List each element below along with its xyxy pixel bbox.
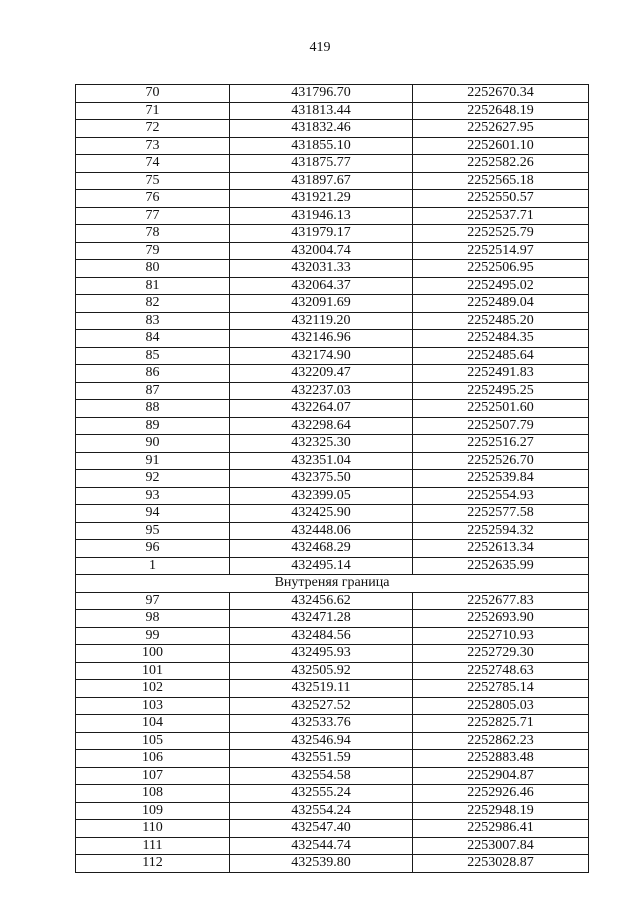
table-row bbox=[76, 750, 589, 768]
table-row bbox=[76, 85, 589, 103]
y-coordinate-cell: 2253028.87 bbox=[413, 855, 589, 873]
table-row bbox=[76, 417, 589, 435]
x-coordinate-cell: 431921.29 bbox=[230, 190, 413, 208]
y-coordinate-cell: 2252554.93 bbox=[413, 487, 589, 505]
table-row bbox=[76, 645, 589, 663]
coordinates-table bbox=[75, 84, 589, 873]
point-number-cell: 83 bbox=[76, 312, 230, 330]
x-coordinate-cell: 432554.24 bbox=[230, 802, 413, 820]
table-row bbox=[76, 697, 589, 715]
x-coordinate-cell: 432351.04 bbox=[230, 452, 413, 470]
y-coordinate-cell: 2252577.58 bbox=[413, 505, 589, 523]
point-number-cell: 76 bbox=[76, 190, 230, 208]
table-row bbox=[76, 120, 589, 138]
point-number-cell: 88 bbox=[76, 400, 230, 418]
point-number-cell: 86 bbox=[76, 365, 230, 383]
x-coordinate-cell: 432505.92 bbox=[230, 662, 413, 680]
point-number-cell: 84 bbox=[76, 330, 230, 348]
table-row bbox=[76, 312, 589, 330]
x-coordinate-cell: 432264.07 bbox=[230, 400, 413, 418]
y-coordinate-cell: 2252677.83 bbox=[413, 592, 589, 610]
table-row bbox=[76, 732, 589, 750]
x-coordinate-cell: 431855.10 bbox=[230, 137, 413, 155]
x-coordinate-cell: 432555.24 bbox=[230, 785, 413, 803]
point-number-cell: 94 bbox=[76, 505, 230, 523]
table-row bbox=[76, 277, 589, 295]
table-row bbox=[76, 260, 589, 278]
x-coordinate-cell: 432471.28 bbox=[230, 610, 413, 628]
table-row bbox=[76, 365, 589, 383]
x-coordinate-cell: 432551.59 bbox=[230, 750, 413, 768]
y-coordinate-cell: 2252539.84 bbox=[413, 470, 589, 488]
point-number-cell: 101 bbox=[76, 662, 230, 680]
x-coordinate-cell: 432544.74 bbox=[230, 837, 413, 855]
table-row bbox=[76, 207, 589, 225]
y-coordinate-cell: 2252495.02 bbox=[413, 277, 589, 295]
point-number-cell: 96 bbox=[76, 540, 230, 558]
y-coordinate-cell: 2252883.48 bbox=[413, 750, 589, 768]
x-coordinate-cell: 432425.90 bbox=[230, 505, 413, 523]
point-number-cell: 91 bbox=[76, 452, 230, 470]
y-coordinate-cell: 2252514.97 bbox=[413, 242, 589, 260]
y-coordinate-cell: 2252525.79 bbox=[413, 225, 589, 243]
y-coordinate-cell: 2252635.99 bbox=[413, 557, 589, 575]
table-row bbox=[76, 802, 589, 820]
table-row bbox=[76, 295, 589, 313]
y-coordinate-cell: 2252526.70 bbox=[413, 452, 589, 470]
x-coordinate-cell: 431979.17 bbox=[230, 225, 413, 243]
table-row bbox=[76, 347, 589, 365]
x-coordinate-cell: 432399.05 bbox=[230, 487, 413, 505]
table-row bbox=[76, 225, 589, 243]
x-coordinate-cell: 432031.33 bbox=[230, 260, 413, 278]
table-row bbox=[76, 820, 589, 838]
y-coordinate-cell: 2252516.27 bbox=[413, 435, 589, 453]
x-coordinate-cell: 432495.93 bbox=[230, 645, 413, 663]
point-number-cell: 92 bbox=[76, 470, 230, 488]
x-coordinate-cell: 431875.77 bbox=[230, 155, 413, 173]
x-coordinate-cell: 431897.67 bbox=[230, 172, 413, 190]
point-number-cell: 93 bbox=[76, 487, 230, 505]
table-row bbox=[76, 837, 589, 855]
x-coordinate-cell: 432527.52 bbox=[230, 697, 413, 715]
point-number-cell: 112 bbox=[76, 855, 230, 873]
x-coordinate-cell: 432209.47 bbox=[230, 365, 413, 383]
point-number-cell: 109 bbox=[76, 802, 230, 820]
x-coordinate-cell: 431796.70 bbox=[230, 85, 413, 103]
x-coordinate-cell: 432146.96 bbox=[230, 330, 413, 348]
x-coordinate-cell: 432119.20 bbox=[230, 312, 413, 330]
section-header-row bbox=[76, 575, 589, 593]
y-coordinate-cell: 2252582.26 bbox=[413, 155, 589, 173]
table-row bbox=[76, 680, 589, 698]
y-coordinate-cell: 2252594.32 bbox=[413, 522, 589, 540]
point-number-cell: 80 bbox=[76, 260, 230, 278]
point-number-cell: 87 bbox=[76, 382, 230, 400]
point-number-cell: 81 bbox=[76, 277, 230, 295]
y-coordinate-cell: 2252491.83 bbox=[413, 365, 589, 383]
x-coordinate-cell: 432554.58 bbox=[230, 767, 413, 785]
point-number-cell: 108 bbox=[76, 785, 230, 803]
x-coordinate-cell: 432495.14 bbox=[230, 557, 413, 575]
table-row bbox=[76, 540, 589, 558]
y-coordinate-cell: 2252710.93 bbox=[413, 627, 589, 645]
table-row bbox=[76, 470, 589, 488]
x-coordinate-cell: 432547.40 bbox=[230, 820, 413, 838]
point-number-cell: 85 bbox=[76, 347, 230, 365]
table-row bbox=[76, 557, 589, 575]
table-row bbox=[76, 715, 589, 733]
table-row bbox=[76, 190, 589, 208]
y-coordinate-cell: 2252729.30 bbox=[413, 645, 589, 663]
point-number-cell: 106 bbox=[76, 750, 230, 768]
y-coordinate-cell: 2252693.90 bbox=[413, 610, 589, 628]
page-number: 419 bbox=[309, 40, 331, 55]
point-number-cell: 95 bbox=[76, 522, 230, 540]
y-coordinate-cell: 2252986.41 bbox=[413, 820, 589, 838]
point-number-cell: 89 bbox=[76, 417, 230, 435]
y-coordinate-cell: 2252484.35 bbox=[413, 330, 589, 348]
y-coordinate-cell: 2252948.19 bbox=[413, 802, 589, 820]
point-number-cell: 1 bbox=[76, 557, 230, 575]
point-number-cell: 97 bbox=[76, 592, 230, 610]
point-number-cell: 102 bbox=[76, 680, 230, 698]
x-coordinate-cell: 432375.50 bbox=[230, 470, 413, 488]
y-coordinate-cell: 2252670.34 bbox=[413, 85, 589, 103]
y-coordinate-cell: 2252904.87 bbox=[413, 767, 589, 785]
y-coordinate-cell: 2252601.10 bbox=[413, 137, 589, 155]
table-row bbox=[76, 382, 589, 400]
x-coordinate-cell: 432325.30 bbox=[230, 435, 413, 453]
table-row bbox=[76, 102, 589, 120]
table-row bbox=[76, 155, 589, 173]
x-coordinate-cell: 432064.37 bbox=[230, 277, 413, 295]
x-coordinate-cell: 432174.90 bbox=[230, 347, 413, 365]
y-coordinate-cell: 2252627.95 bbox=[413, 120, 589, 138]
y-coordinate-cell: 2253007.84 bbox=[413, 837, 589, 855]
point-number-cell: 75 bbox=[76, 172, 230, 190]
table-row bbox=[76, 505, 589, 523]
x-coordinate-cell: 432091.69 bbox=[230, 295, 413, 313]
point-number-cell: 99 bbox=[76, 627, 230, 645]
y-coordinate-cell: 2252495.25 bbox=[413, 382, 589, 400]
point-number-cell: 73 bbox=[76, 137, 230, 155]
point-number-cell: 107 bbox=[76, 767, 230, 785]
table-row bbox=[76, 627, 589, 645]
point-number-cell: 82 bbox=[76, 295, 230, 313]
y-coordinate-cell: 2252489.04 bbox=[413, 295, 589, 313]
x-coordinate-cell: 432484.56 bbox=[230, 627, 413, 645]
y-coordinate-cell: 2252485.20 bbox=[413, 312, 589, 330]
point-number-cell: 103 bbox=[76, 697, 230, 715]
point-number-cell: 104 bbox=[76, 715, 230, 733]
point-number-cell: 111 bbox=[76, 837, 230, 855]
x-coordinate-cell: 432004.74 bbox=[230, 242, 413, 260]
x-coordinate-cell: 431813.44 bbox=[230, 102, 413, 120]
y-coordinate-cell: 2252825.71 bbox=[413, 715, 589, 733]
y-coordinate-cell: 2252507.79 bbox=[413, 417, 589, 435]
table-row bbox=[76, 662, 589, 680]
table-row bbox=[76, 785, 589, 803]
table-row bbox=[76, 452, 589, 470]
point-number-cell: 72 bbox=[76, 120, 230, 138]
section-header: Внутреняя граница bbox=[76, 575, 589, 593]
y-coordinate-cell: 2252537.71 bbox=[413, 207, 589, 225]
point-number-cell: 90 bbox=[76, 435, 230, 453]
y-coordinate-cell: 2252550.57 bbox=[413, 190, 589, 208]
y-coordinate-cell: 2252926.46 bbox=[413, 785, 589, 803]
point-number-cell: 100 bbox=[76, 645, 230, 663]
table-row bbox=[76, 767, 589, 785]
x-coordinate-cell: 431832.46 bbox=[230, 120, 413, 138]
y-coordinate-cell: 2252648.19 bbox=[413, 102, 589, 120]
x-coordinate-cell: 432237.03 bbox=[230, 382, 413, 400]
x-coordinate-cell: 432468.29 bbox=[230, 540, 413, 558]
table-row bbox=[76, 435, 589, 453]
x-coordinate-cell: 432519.11 bbox=[230, 680, 413, 698]
point-number-cell: 79 bbox=[76, 242, 230, 260]
x-coordinate-cell: 432539.80 bbox=[230, 855, 413, 873]
y-coordinate-cell: 2252613.34 bbox=[413, 540, 589, 558]
y-coordinate-cell: 2252485.64 bbox=[413, 347, 589, 365]
x-coordinate-cell: 432533.76 bbox=[230, 715, 413, 733]
table-row bbox=[76, 137, 589, 155]
point-number-cell: 70 bbox=[76, 85, 230, 103]
table-row bbox=[76, 522, 589, 540]
point-number-cell: 74 bbox=[76, 155, 230, 173]
point-number-cell: 105 bbox=[76, 732, 230, 750]
x-coordinate-cell: 431946.13 bbox=[230, 207, 413, 225]
point-number-cell: 78 bbox=[76, 225, 230, 243]
y-coordinate-cell: 2252805.03 bbox=[413, 697, 589, 715]
x-coordinate-cell: 432298.64 bbox=[230, 417, 413, 435]
table-row bbox=[76, 592, 589, 610]
point-number-cell: 77 bbox=[76, 207, 230, 225]
x-coordinate-cell: 432546.94 bbox=[230, 732, 413, 750]
point-number-cell: 110 bbox=[76, 820, 230, 838]
table-row bbox=[76, 330, 589, 348]
point-number-cell: 71 bbox=[76, 102, 230, 120]
table-row bbox=[76, 400, 589, 418]
y-coordinate-cell: 2252565.18 bbox=[413, 172, 589, 190]
table-row bbox=[76, 242, 589, 260]
table-row bbox=[76, 855, 589, 873]
y-coordinate-cell: 2252785.14 bbox=[413, 680, 589, 698]
table-row bbox=[76, 610, 589, 628]
table-row bbox=[76, 487, 589, 505]
point-number-cell: 98 bbox=[76, 610, 230, 628]
y-coordinate-cell: 2252506.95 bbox=[413, 260, 589, 278]
x-coordinate-cell: 432448.06 bbox=[230, 522, 413, 540]
coordinates-table-body bbox=[76, 85, 589, 873]
table-row bbox=[76, 172, 589, 190]
y-coordinate-cell: 2252748.63 bbox=[413, 662, 589, 680]
y-coordinate-cell: 2252501.60 bbox=[413, 400, 589, 418]
y-coordinate-cell: 2252862.23 bbox=[413, 732, 589, 750]
x-coordinate-cell: 432456.62 bbox=[230, 592, 413, 610]
